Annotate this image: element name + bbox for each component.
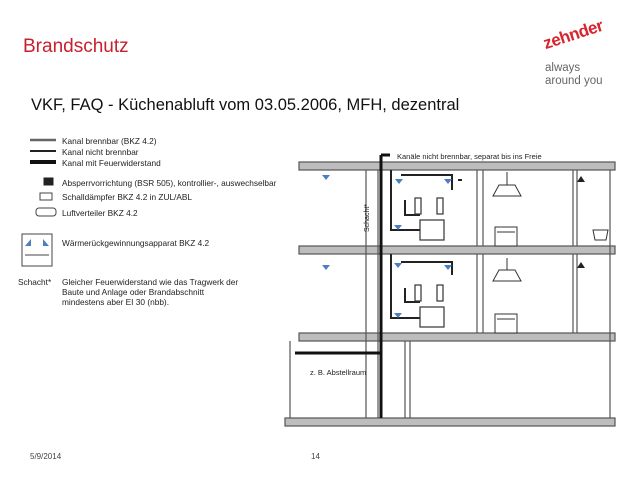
diagram-shaft-label: Schacht* [364, 203, 371, 232]
air-arrow-7 [322, 265, 330, 270]
legend-item-hrv: Wärmerückgewinnungsapparat BKZ 4.2 [62, 238, 210, 248]
air-arrow-5 [394, 263, 402, 268]
diagram-top-note: Kanäle nicht brennbar, separat bis ins Freie [397, 152, 542, 161]
floor-slab-lower [299, 333, 615, 341]
legend-schacht-note-2: Baute und Anlage oder Brandabschnitt [62, 287, 205, 297]
kitchen-hood-upper [493, 185, 521, 196]
basement-floor [285, 418, 615, 426]
legend-schacht-label: Schacht* [18, 277, 52, 287]
legend-item-damper: Absperrvorrichtung (BSR 505), kontrollier-, auswechselbar [62, 178, 277, 188]
footer-date: 5/9/2014 [30, 452, 62, 461]
legend-item-combustible: Kanal brennbar (BKZ 4.2) [62, 136, 157, 146]
air-arrow-1 [322, 175, 330, 180]
legend-item-distributor: Luftverteiler BKZ 4.2 [62, 208, 138, 218]
legend-schacht-note-3: mindestens aber EI 30 (nbb). [62, 297, 169, 307]
brand-tagline-2: around you [545, 75, 603, 87]
legend-item-silencer: Schalldämpfer BKZ 4.2 in ZUL/ABL [62, 192, 193, 202]
air-arrow-up-2 [577, 262, 585, 268]
stove-lower [495, 314, 517, 333]
stove-upper [495, 227, 517, 246]
page-number: 14 [311, 452, 320, 461]
brand-name: zehnder [540, 15, 606, 54]
legend-symbol-damper [44, 178, 53, 185]
hrv-unit-upper [420, 220, 444, 240]
sink-upper [593, 230, 608, 240]
air-arrow-up-1 [577, 176, 585, 182]
air-arrow-2 [395, 179, 403, 184]
air-arrow-6 [444, 265, 452, 270]
legend-symbol-silencer [40, 193, 52, 200]
floor-slab-upper [299, 246, 615, 254]
slide-title: VKF, FAQ - Küchenabluft vom 03.05.2006, MFH, dezentral [31, 96, 460, 114]
silencer-lower [415, 285, 421, 301]
section-title: Brandschutz [23, 36, 129, 57]
legend-item-noncombustible: Kanal nicht brennbar [62, 147, 139, 157]
brand-tagline-1: always [545, 62, 581, 74]
legend-item-fire-rated: Kanal mit Feuerwiderstand [62, 158, 161, 168]
kitchen-hood-lower [493, 270, 521, 281]
duct-lower-b [401, 262, 452, 275]
legend-schacht-note-1: Gleicher Feuerwiderstand wie das Tragwerk der [62, 277, 239, 287]
hrv-unit-lower [420, 307, 444, 327]
silencer-upper [415, 198, 421, 214]
legend-symbol-distributor [36, 208, 56, 216]
diagram-basement-label: z. B. Abstellraum [310, 368, 367, 377]
duct-upper-b [401, 175, 452, 190]
air-arrow-3 [444, 179, 452, 184]
legend-symbol-hrv [22, 234, 52, 266]
roof-slab [299, 162, 615, 170]
